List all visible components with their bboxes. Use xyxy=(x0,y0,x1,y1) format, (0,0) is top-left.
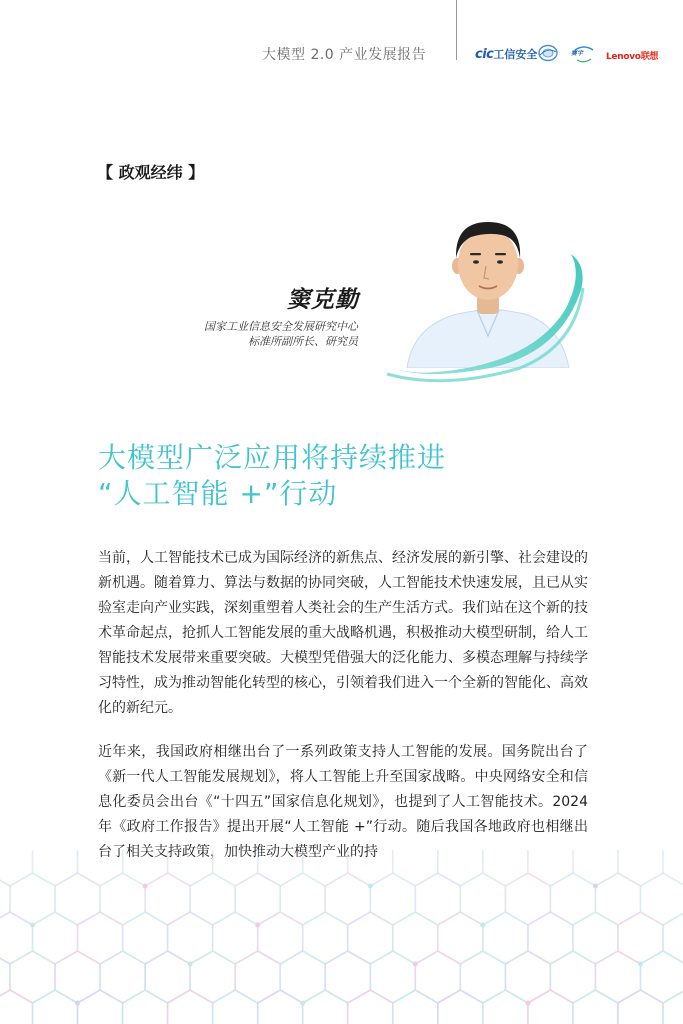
hexagon-shape xyxy=(78,990,123,1024)
hexagon-shape xyxy=(258,850,303,886)
hexagon-shape xyxy=(370,873,415,925)
hexagon-shape xyxy=(145,873,190,925)
headline-line2: “人工智能 +”行动 xyxy=(98,477,338,510)
hexagon-shape xyxy=(573,850,618,886)
lenovo-logo xyxy=(606,49,658,62)
hexagon-shape xyxy=(618,912,663,964)
hexagon-shape xyxy=(528,990,573,1024)
hexagon-shape xyxy=(123,850,168,886)
hexagon-shape xyxy=(483,912,528,964)
hexagon-shape xyxy=(213,912,258,964)
hexagon-shape xyxy=(190,951,235,1003)
hexagon-shape xyxy=(303,912,348,964)
hexagon-shape xyxy=(483,850,528,886)
third-partner-logo xyxy=(571,44,597,64)
hexagon-shape xyxy=(213,850,258,886)
hexagon-shape xyxy=(415,873,460,925)
hexagon-shape xyxy=(528,912,573,964)
hexagon-shape xyxy=(505,873,550,925)
hexagon-shape xyxy=(235,951,280,1003)
hexagon-shape xyxy=(528,850,573,886)
hexagon-shape xyxy=(573,912,618,964)
hexagon-shape xyxy=(280,951,325,1003)
body-paragraph-1: 当前，人工智能技术已成为国际经济的新焦点、经济发展的新引擎、社会建设的新机遇。随着算力、算法与数据的协同突破，人工智能技术快速发展，且已从实验室走向产业实践，深刻重塑着人类社会的生产生活方式。我们站在这个新的技术革命起点，抢抓人工智能发展的重大战略机遇，积极推动大模型研制，给人工智能技术发展带来重要突破。大模型凭借强大的泛化能力、多模态理解与持续学习特性，成为推动智能化转型的核心，引领着我们进入一个全新的智能化、高效化的新纪元。 xyxy=(98,550,588,716)
hexagon-pattern-background xyxy=(0,850,683,1024)
hexagon-shape xyxy=(213,990,258,1024)
circle-logo-icon xyxy=(537,44,559,62)
header-divider xyxy=(456,0,457,60)
hexagon-shape xyxy=(78,850,123,886)
hexagon-shape xyxy=(393,912,438,964)
hexagon-shape xyxy=(348,850,393,886)
hexagon-shape xyxy=(595,951,640,1003)
hexagon-shape xyxy=(618,990,663,1024)
hexagon-shape xyxy=(0,850,33,886)
hexagon-shape xyxy=(348,990,393,1024)
third-partner-logo-text: 赛宇 xyxy=(571,50,584,57)
person-title-line2: 标准所副所长、研究员 xyxy=(248,335,358,348)
lenovo-logo-cn: 联想 xyxy=(640,52,659,62)
hexagon-shape xyxy=(0,990,33,1024)
hexagon-shape xyxy=(663,850,683,886)
hexagon-shape xyxy=(370,951,415,1003)
hexagon-shape xyxy=(348,912,393,964)
hexagon-shape xyxy=(438,850,483,886)
hexagon-shape xyxy=(33,850,78,886)
hexagon-shape xyxy=(168,850,213,886)
cic-logo-mark: cic xyxy=(475,47,494,62)
hexagon-shape xyxy=(550,873,595,925)
person-name: 窦克勤 xyxy=(287,287,359,313)
article-headline xyxy=(98,440,446,512)
hexagon-shape xyxy=(438,912,483,964)
hexagon-shape xyxy=(460,873,505,925)
hexagon-shape xyxy=(303,990,348,1024)
hexagon-shape xyxy=(235,873,280,925)
hexagon-shape xyxy=(100,951,145,1003)
hexagon-shape xyxy=(550,951,595,1003)
hexagon-shape xyxy=(393,990,438,1024)
hexagon-shape xyxy=(438,990,483,1024)
hexagon-shape xyxy=(10,873,55,925)
hexagon-shape xyxy=(100,873,145,925)
hexagon-shape xyxy=(505,951,550,1003)
hexagon-shape xyxy=(573,990,618,1024)
person-title-line1: 国家工业信息安全发展研究中心 xyxy=(204,320,358,333)
hexagon-shape xyxy=(663,990,683,1024)
hexagon-shape xyxy=(325,951,370,1003)
hexagon-shape xyxy=(78,912,123,964)
hexagon-shape xyxy=(595,873,640,925)
hexagon-shape xyxy=(460,951,505,1003)
hexagon-shape xyxy=(483,990,528,1024)
hexagon-shape xyxy=(303,850,348,886)
cic-logo-text: 工信安全 xyxy=(493,48,538,61)
lenovo-logo-en: Lenovo xyxy=(606,52,641,62)
section-tag: 【 政观经纬 】 xyxy=(97,163,205,182)
hexagon-shape xyxy=(55,951,100,1003)
hexagon-shape xyxy=(618,850,663,886)
hexagon-shape xyxy=(258,990,303,1024)
hexagon-shape xyxy=(325,873,370,925)
hexagon-shape xyxy=(55,873,100,925)
hexagon-shape xyxy=(123,990,168,1024)
hexagon-shape xyxy=(190,873,235,925)
hexagon-shape xyxy=(280,873,325,925)
hexagon-shape xyxy=(33,990,78,1024)
hexagon-shape xyxy=(258,912,303,964)
hexagon-shape xyxy=(168,990,213,1024)
hexagon-shape xyxy=(123,912,168,964)
hexagon-shape xyxy=(10,951,55,1003)
portrait-photo xyxy=(385,218,590,386)
hexagon-shape xyxy=(33,912,78,964)
hexagon-shape xyxy=(415,951,460,1003)
headline-line1: 大模型广泛应用将持续推进 xyxy=(98,441,447,474)
cic-logo xyxy=(475,46,537,62)
report-title: 大模型 2.0 产业发展报告 xyxy=(262,47,427,63)
body-paragraph-2: 近年来，我国政府相继出台了一系列政策支持人工智能的发展。国务院出台了《新一代人工智能发展规划》，将人工智能上升至国家战略。中央网络安全和信息化委员会出台《“十四五”国家信息化规划》，也提到了人工智能技术。2024 年《政府工作报告》提出开展“人工智能 +”行动。随后我国各地政府也相继出台了相关支持政策，加快推动大模型产业的持 xyxy=(98,744,588,860)
hexagon-shape xyxy=(393,850,438,886)
hexagon-shape xyxy=(168,912,213,964)
hexagon-shape xyxy=(145,951,190,1003)
hexagon-shape xyxy=(0,912,33,964)
